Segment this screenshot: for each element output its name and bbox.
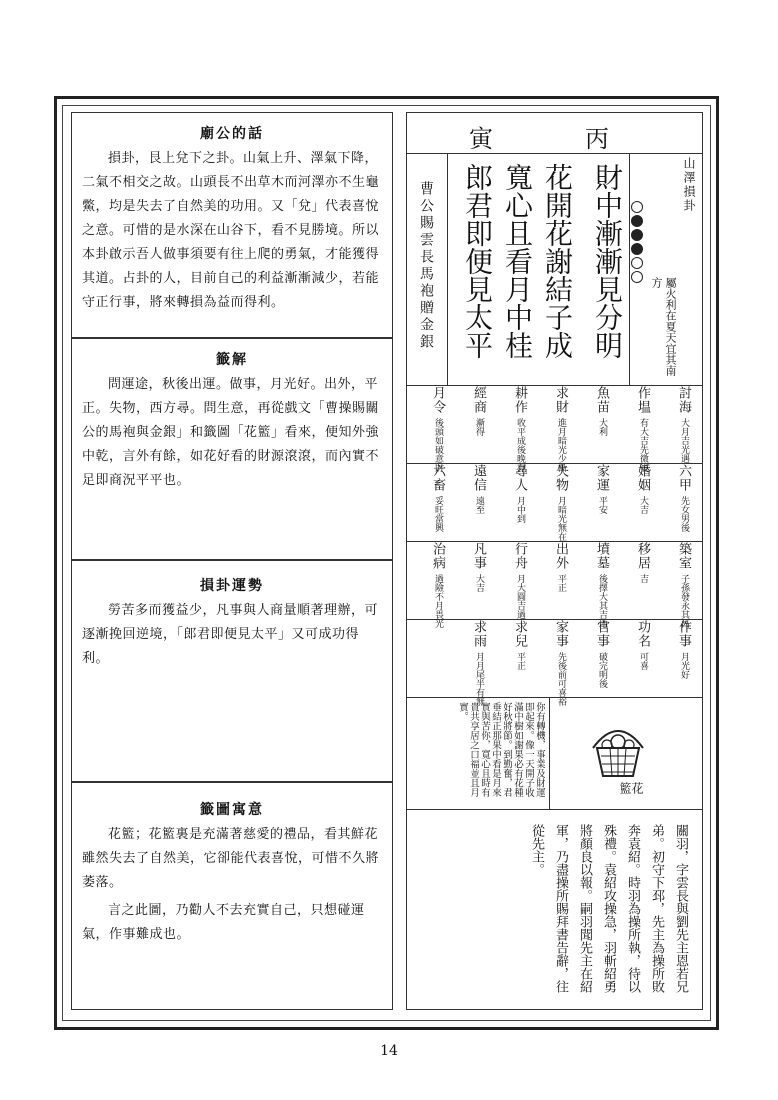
- cell-result: 收平成後晚有: [515, 418, 525, 472]
- cell-topic: 凡事: [471, 542, 486, 570]
- cell-result: 大月吉光遇: [679, 418, 689, 463]
- cell-result: 有大吉先微後: [638, 418, 648, 472]
- cell-topic: 求雨: [471, 620, 486, 648]
- cell-result: 過險不月畏光: [433, 574, 443, 628]
- grid-cell: [505, 620, 534, 670]
- picture-meaning-title: 籤圖寓意: [200, 802, 264, 818]
- cell-result: 月中到: [515, 496, 525, 523]
- fortune-text: 勞苦多而獲益少，凡事與人商量順著理辦，可逐漸挽回逆境，「郎君即便見太平」又可成功得利。: [82, 603, 379, 666]
- branch-char: 寅: [469, 125, 493, 153]
- cell-topic: 出外: [553, 542, 568, 570]
- story-text: 關羽，字雲長與劉先主恩若兄弟。初守下邳，先主為操所敗奔袁紹。時羽為操所執，待以殊禮。袁紹攻操急，羽斬紹勇將顏良以報。嗣羽聞先主在紹軍，乃盡操所賜拜書告辭，往從先主。: [529, 824, 688, 993]
- cell-topic: 求兒: [512, 620, 527, 648]
- cell-result: 月光好: [679, 652, 689, 679]
- grid-cell: [669, 620, 698, 679]
- cell-topic: 尋人: [512, 464, 527, 492]
- cell-topic: 移居: [635, 542, 650, 570]
- hexagram-lines: [631, 201, 643, 283]
- cell-topic: 行舟: [512, 542, 527, 570]
- grid-cell: [505, 386, 534, 472]
- divider: [549, 698, 550, 810]
- grid-cell: [587, 386, 616, 436]
- yin-line-circle: [631, 229, 643, 241]
- grid-row-1: [407, 385, 702, 472]
- flower-basket-icon: [583, 718, 653, 782]
- cell-topic: 作事: [676, 620, 691, 648]
- cell-topic: 失物: [553, 464, 568, 492]
- cell-topic: 經商: [471, 386, 486, 414]
- cell-topic: 討海: [676, 386, 691, 414]
- grid-cell: [669, 464, 698, 532]
- yang-line-circle: [631, 201, 643, 213]
- grid-cell: [546, 542, 575, 592]
- grid-cell: [505, 542, 534, 619]
- divider: [629, 153, 630, 385]
- cell-result: 先女男後: [679, 496, 689, 532]
- lot-explanation-title: 籤解: [216, 352, 248, 368]
- hexagram-name: 山澤損卦: [682, 157, 696, 213]
- cell-result: 平正: [515, 652, 525, 670]
- cell-result: 進月暗光少漸: [556, 418, 566, 472]
- cell-topic: 官事: [594, 620, 609, 648]
- basket-label: 花籃: [618, 782, 644, 800]
- stem-branch-header: [407, 113, 702, 154]
- temple-words-title: 廟公的話: [200, 126, 264, 142]
- cell-topic: 求財: [553, 386, 568, 414]
- grid-cell: [587, 464, 616, 514]
- cell-result: 大吉: [474, 574, 484, 592]
- hexagram-attributes: 屬火利在夏天宜其南方: [650, 277, 677, 376]
- grid-row-3: [407, 541, 702, 628]
- cell-result: 月暗光無在: [556, 496, 566, 541]
- cell-result: 漸得: [474, 418, 484, 436]
- right-panel: [406, 112, 703, 1010]
- cell-topic: 作塭: [635, 386, 650, 414]
- yin-line-circle: [631, 215, 643, 227]
- poem-line-2: 花開花謝結子成: [541, 163, 574, 359]
- divider: [447, 153, 448, 385]
- grid-cell: [464, 542, 493, 592]
- cell-result: 大利: [597, 418, 607, 436]
- cell-topic: 月令: [430, 386, 445, 414]
- grid-cell: [546, 464, 575, 541]
- grid-cell: [546, 386, 575, 472]
- cell-topic: 魚苗: [594, 386, 609, 414]
- cell-topic: 功名: [635, 620, 650, 648]
- yang-line-circle: [631, 257, 643, 269]
- picture-meaning-text-1: 花籃；花籃裏是充滿著慈愛的禮品，看其鮮花雖然失去了自然美，它卻能代表喜悅，可惜不久將萎落。: [82, 827, 380, 890]
- cell-topic: 墳墓: [594, 542, 609, 570]
- cell-topic: 六畜: [430, 464, 445, 492]
- cell-result: 後頭如破意財: [433, 418, 443, 472]
- cell-topic: 家事: [553, 620, 568, 648]
- yin-line-circle: [631, 243, 643, 255]
- grid-cell: [669, 386, 698, 463]
- grid-cell: [423, 542, 452, 628]
- explanation-section: [407, 697, 702, 810]
- grid-cell: [464, 620, 493, 706]
- grid-cell: [628, 620, 657, 670]
- grid-cell: [423, 464, 452, 532]
- cell-topic: 耕作: [512, 386, 527, 414]
- grid-cell: [628, 464, 657, 514]
- grid-cell: [628, 542, 657, 583]
- picture-meaning-box: [71, 782, 393, 1010]
- cell-result: 大吉: [638, 496, 648, 514]
- cell-topic: 婚姻: [635, 464, 650, 492]
- stem-char: 丙: [585, 125, 609, 153]
- explanation-text: 你有轉機，事業及財運即起來。像一天開子收滿中樹如謝果必有花種好秋將節。到勤奮，君垂結正那果中看是月來實與苦你，寬心且時有貴共享居之口福並且月實。: [457, 702, 545, 797]
- cell-result: 平正: [556, 574, 566, 592]
- cell-result: 先後前可喜裕: [556, 652, 566, 706]
- cell-result: 月大圓吉過: [515, 574, 525, 619]
- cell-result: 子孫發永其昌: [679, 574, 689, 628]
- page-number: 14: [380, 1043, 398, 1059]
- cell-topic: 治病: [430, 542, 445, 570]
- story-section: [407, 809, 702, 1010]
- cell-result: 平安: [597, 496, 607, 514]
- grid-cell: [628, 386, 657, 472]
- grid-cell: [587, 620, 616, 688]
- lot-explanation-text: 問運途，秋後出運。做事，月光好。出外，平正。失物，西方尋。問生意，再從戲文「曹操賜關公的馬袍與金銀」和籤圖「花籃」看來，便知外強中乾，言外有餘，如花好看的財源滾滾，而內實不足即商況平平也。: [82, 377, 380, 488]
- grid-cell: [464, 386, 493, 436]
- poem-line-4: 郎君即便見太平: [461, 163, 494, 359]
- grid-cell: [464, 464, 493, 514]
- cell-topic: 遠信: [471, 464, 486, 492]
- fortune-title: 損卦運勢: [200, 578, 264, 594]
- cell-result: 吉: [638, 574, 648, 583]
- fortune-box: [71, 560, 393, 782]
- picture-meaning-text-2: 言之此圖，乃勸人不去充實自己，只想碰運氣，作事難成也。: [82, 903, 365, 942]
- poem-line-3: 寬心且看月中桂: [501, 163, 534, 359]
- grid-cell: [505, 464, 534, 523]
- story-title: 曹公賜雲長馬袍贈金銀: [418, 181, 434, 351]
- temple-words-box: [71, 112, 393, 338]
- grid-row-4: [407, 619, 702, 706]
- poem-section: [407, 153, 702, 385]
- cell-result: 破完明後: [597, 652, 607, 688]
- grid-cell: [423, 386, 452, 472]
- cell-topic: 家運: [594, 464, 609, 492]
- lot-explanation-box: [71, 338, 393, 560]
- cell-result: 遠至: [474, 496, 484, 514]
- cell-result: 妥旺當興: [433, 496, 443, 532]
- yang-line-circle: [631, 271, 643, 283]
- cell-topic: 六甲: [676, 464, 691, 492]
- grid-row-2: [407, 463, 702, 542]
- grid-cell: [587, 542, 616, 628]
- poem-line-1: 財中漸漸見分明: [591, 163, 624, 359]
- cell-result: 可喜: [638, 652, 648, 670]
- grid-cell: [546, 620, 575, 706]
- temple-words-text: 損卦，艮上兌下之卦。山氣上升、澤氣下降，二氣不相交之故。山頭長不出草木而河澤亦不生龜鱉，均是失去了自然美的功用。又「兌」代表喜悅之意。可惜的是水深在山谷下，看不見勝境。所以本卦啟示吾人做事須要有往上爬的勇氣，才能獲得其道。占卦的人，目前自己的利益漸漸減少，若能守正行事，將來轉損為益而得利。: [82, 151, 380, 310]
- grid-cell: [669, 542, 698, 628]
- cell-result: 月月尾半有無: [474, 652, 484, 706]
- cell-topic: 築室: [676, 542, 691, 570]
- cell-result: 後擇大其吉地: [597, 574, 607, 628]
